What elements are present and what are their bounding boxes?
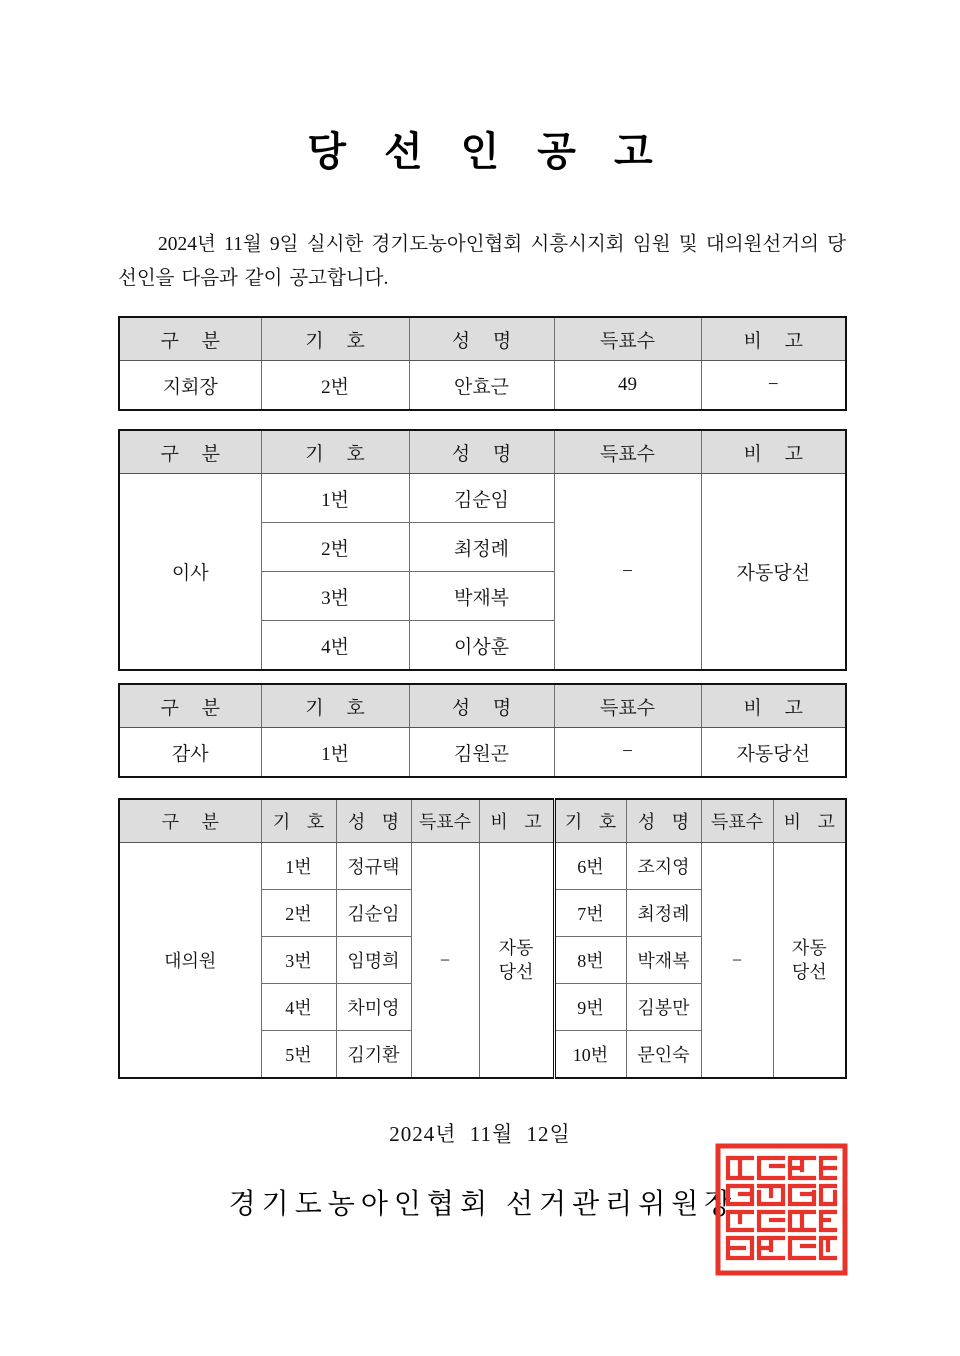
cell-remarks: 자동당선 [701, 728, 846, 778]
header-category: 구 분 [119, 799, 261, 843]
header-category: 구 분 [119, 430, 261, 474]
cell-remarks-right [773, 843, 846, 1079]
cell-category: 대의원 [119, 843, 261, 1079]
cell-name-right: 박재복 [626, 937, 701, 984]
remarks-left-line1: 자동 [498, 937, 534, 958]
header-votes: 득표수 [554, 430, 701, 474]
table-header-row [119, 430, 846, 474]
header-number: 기 호 [261, 317, 409, 361]
header-remarks-right: 비 고 [773, 799, 846, 843]
cell-number: 1번 [261, 728, 409, 778]
header-category: 구 분 [119, 317, 261, 361]
issue-date: 2024년 11월 12일 [389, 1122, 571, 1146]
cell-number-right: 9번 [554, 984, 626, 1031]
cell-name-left: 김순임 [336, 890, 411, 937]
cell-number-right: 8번 [554, 937, 626, 984]
cell-remarks: − [701, 361, 846, 411]
table-chairman [118, 316, 847, 411]
header-number-left: 기 호 [261, 799, 336, 843]
cell-number: 3번 [261, 572, 409, 621]
header-number: 기 호 [261, 430, 409, 474]
cell-number-left: 5번 [261, 1031, 336, 1079]
table-header-row [119, 684, 846, 728]
remarks-left-line2: 당선 [498, 962, 534, 982]
remarks-right-line2: 당선 [791, 962, 827, 982]
header-name: 성 명 [409, 317, 554, 361]
header-name: 성 명 [409, 430, 554, 474]
cell-number-left: 3번 [261, 937, 336, 984]
cell-name-left: 김기환 [336, 1031, 411, 1079]
table-auditor [118, 683, 847, 778]
cell-name-right: 문인숙 [626, 1031, 701, 1079]
signature-line: 경기도농아인협회 선거관리위원장 [228, 1189, 738, 1220]
cell-number: 2번 [261, 523, 409, 572]
cell-votes-left: − [411, 843, 479, 1079]
cell-category: 지회장 [119, 361, 261, 411]
page-title: 당 선 인 공 고 [307, 129, 667, 174]
cell-name-right: 조지영 [626, 843, 701, 890]
table-header-row [119, 799, 846, 843]
header-votes: 득표수 [554, 684, 701, 728]
table-row [119, 474, 846, 523]
cell-number-left: 1번 [261, 843, 336, 890]
header-remarks-left: 비 고 [479, 799, 554, 843]
cell-number-right: 7번 [554, 890, 626, 937]
cell-category: 이사 [119, 474, 261, 671]
cell-remarks-left [479, 843, 554, 1079]
official-seal-icon [714, 1142, 849, 1277]
cell-name: 최정례 [409, 523, 554, 572]
header-name: 성 명 [409, 684, 554, 728]
cell-number-right: 6번 [554, 843, 626, 890]
table-row [119, 728, 846, 778]
header-votes: 득표수 [554, 317, 701, 361]
header-remarks: 비 고 [701, 430, 846, 474]
cell-name-left: 차미영 [336, 984, 411, 1031]
cell-number: 2번 [261, 361, 409, 411]
cell-name-left: 정규택 [336, 843, 411, 890]
cell-votes: − [554, 728, 701, 778]
header-name-left: 성 명 [336, 799, 411, 843]
cell-number-right: 10번 [554, 1031, 626, 1079]
header-number-right: 기 호 [554, 799, 626, 843]
cell-name-left: 임명희 [336, 937, 411, 984]
remarks-right-line1: 자동 [791, 937, 827, 958]
header-category: 구 분 [119, 684, 261, 728]
cell-name: 이상훈 [409, 621, 554, 671]
table-row [119, 361, 846, 411]
table-row [119, 843, 846, 890]
cell-category: 감사 [119, 728, 261, 778]
intro-paragraph: 2024년 11월 9일 실시한 경기도농아인협회 시흥시지회 임원 및 대의원선거의 당선인을 다음과 같이 공고합니다. [118, 234, 846, 289]
cell-name: 박재복 [409, 572, 554, 621]
cell-name-right: 김봉만 [626, 984, 701, 1031]
cell-number-left: 2번 [261, 890, 336, 937]
header-remarks: 비 고 [701, 684, 846, 728]
table-header-row [119, 317, 846, 361]
cell-name: 김순임 [409, 474, 554, 523]
header-number: 기 호 [261, 684, 409, 728]
header-votes-left: 득표수 [411, 799, 479, 843]
cell-name: 안효근 [409, 361, 554, 411]
cell-votes: − [554, 474, 701, 671]
cell-number-left: 4번 [261, 984, 336, 1031]
header-name-right: 성 명 [626, 799, 701, 843]
table-delegate [118, 798, 847, 1079]
cell-number: 4번 [261, 621, 409, 671]
cell-votes-right: − [701, 843, 773, 1079]
header-votes-right: 득표수 [701, 799, 773, 843]
cell-number: 1번 [261, 474, 409, 523]
cell-remarks: 자동당선 [701, 474, 846, 671]
cell-name-right: 최정례 [626, 890, 701, 937]
cell-name: 김원곤 [409, 728, 554, 778]
cell-votes: 49 [554, 361, 701, 411]
header-remarks: 비 고 [701, 317, 846, 361]
table-director [118, 429, 847, 671]
